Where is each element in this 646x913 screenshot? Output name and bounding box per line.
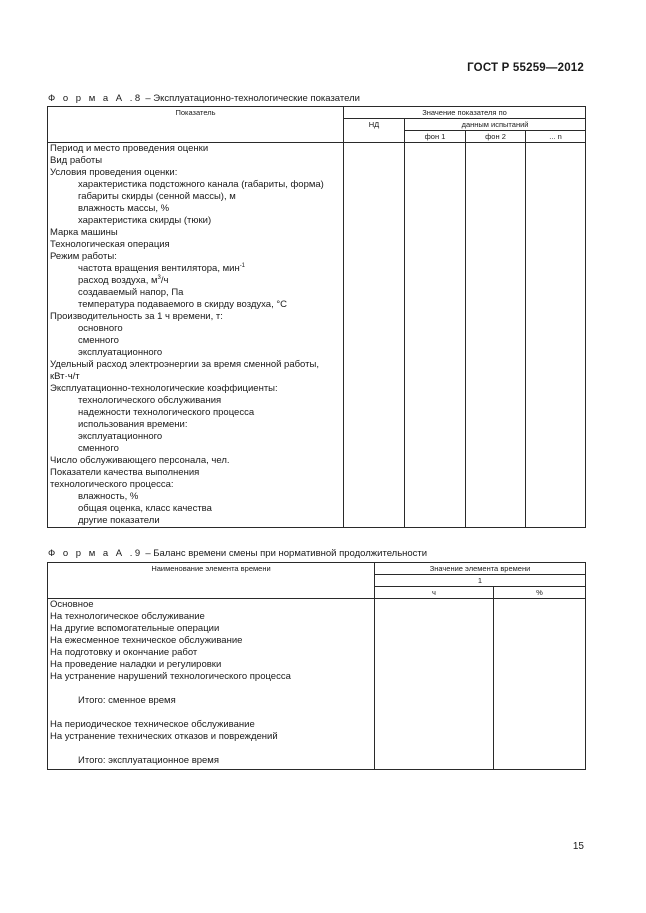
- row-text: Технологическая операция: [50, 239, 170, 250]
- form-a9-label: Ф о р м а А .9: [48, 548, 143, 559]
- row-text: сменного: [78, 335, 119, 346]
- row-text-part: частота вращения вентилятора, мин: [78, 263, 240, 274]
- row-text-part: расход воздуха, м: [78, 275, 158, 286]
- row-text: [48, 275, 343, 287]
- row-text: габариты скирды (сенной массы), м: [78, 191, 236, 202]
- row-text: другие показатели: [78, 515, 160, 526]
- percent-value-cell[interactable]: [494, 599, 586, 770]
- row-text-part: /ч: [160, 275, 169, 286]
- header-value-by: Значение показателя по: [344, 107, 586, 119]
- background-1-value-cell[interactable]: [405, 143, 466, 528]
- row-text: Марка машины: [50, 227, 118, 238]
- header-indicator: Показатель: [48, 107, 344, 143]
- background-n-value-cell[interactable]: [526, 143, 586, 528]
- row-text: На подготовку и окончание работ: [50, 647, 198, 658]
- blank-line: [48, 707, 374, 719]
- row-text: общая оценка, класс качества: [78, 503, 212, 514]
- row-text: кВт·ч/т: [50, 371, 80, 382]
- row-text: сменного: [78, 443, 119, 454]
- form-a9-title: – Баланс времени смены при нормативной продолжительности: [142, 548, 428, 559]
- row-text: На устранение технических отказов и повреждений: [50, 731, 278, 742]
- row-text: использования времени:: [78, 419, 188, 430]
- row-text: Итого: сменное время: [78, 695, 176, 706]
- row-text: Число обслуживающего персонала, чел.: [50, 455, 230, 466]
- header-test-data: данным испытаний: [405, 119, 586, 131]
- row-text: надежности технологического процесса: [78, 407, 255, 418]
- blank-line: [48, 743, 374, 755]
- header-element-value: Значение элемента времени: [375, 563, 586, 575]
- nd-value-cell[interactable]: [344, 143, 405, 528]
- row-text: характеристика скирды (тюки): [78, 215, 212, 226]
- hours-value-cell[interactable]: [375, 599, 494, 770]
- form-a8-caption: [48, 93, 360, 104]
- row-text: основного: [78, 323, 123, 334]
- form-a9-table: [47, 562, 586, 770]
- row-text: На ежесменное техническое обслуживание: [50, 635, 243, 646]
- row-text: создаваемый напор, Па: [78, 287, 184, 298]
- row-text: влажность массы, %: [78, 203, 170, 214]
- row-text: влажность, %: [78, 491, 139, 502]
- row-text: Период и место проведения оценки: [50, 143, 209, 154]
- row-text: На технологическое обслуживание: [50, 611, 205, 622]
- page-number: 15: [572, 841, 584, 852]
- header-percent: %: [494, 587, 586, 599]
- header-one: 1: [375, 575, 586, 587]
- row-text: На другие вспомогательные операции: [50, 623, 220, 634]
- header-background-1: фон 1: [405, 131, 466, 143]
- header-element-name: Наименование элемента времени: [48, 563, 375, 599]
- row-text: Эксплуатационно-технологические коэффициенты:: [50, 383, 278, 394]
- row-text: температура подаваемого в скирду воздуха, °С: [78, 299, 288, 310]
- form-a8-title: – Эксплуатационно-технологические показатели: [142, 93, 360, 104]
- row-text: На проведение наладки и регулировки: [50, 659, 222, 670]
- blank-line: [48, 683, 374, 695]
- row-text: Итого: эксплуатационное время: [78, 755, 219, 766]
- form-a8-label: Ф о р м а А .8: [48, 93, 143, 104]
- row-text: эксплуатационного: [78, 347, 163, 358]
- row-text: Показатели качества выполнения: [50, 467, 200, 478]
- row-text: Вид работы: [50, 155, 103, 166]
- form-a8-indicator-list: [48, 143, 344, 528]
- form-a8-table: [47, 106, 586, 528]
- row-text: технологического процесса:: [50, 479, 174, 490]
- row-text: Основное: [50, 599, 94, 610]
- row-text: На устранение нарушений технологического процесса: [50, 671, 291, 682]
- row-text: эксплуатационного: [78, 431, 163, 442]
- row-text: Режим работы:: [50, 251, 117, 262]
- document-number: ГОСТ Р 55259—2012: [467, 62, 584, 74]
- row-text: [48, 263, 343, 275]
- form-a9-element-list: [48, 599, 375, 770]
- row-text: Производительность за 1 ч времени, т:: [50, 311, 223, 322]
- row-text: Условия проведения оценки:: [50, 167, 178, 178]
- superscript: 3: [157, 275, 161, 281]
- row-text: характеристика подстожного канала (габариты, форма): [78, 179, 324, 190]
- header-background-2: фон 2: [466, 131, 526, 143]
- row-text: На периодическое техническое обслуживание: [50, 719, 255, 730]
- superscript: -1: [239, 263, 246, 269]
- form-a9-caption: [48, 548, 427, 559]
- background-2-value-cell[interactable]: [466, 143, 526, 528]
- header-nd: НД: [344, 119, 405, 143]
- header-hours: ч: [375, 587, 494, 599]
- row-text: Удельный расход электроэнергии за время сменной работы,: [50, 359, 319, 370]
- header-background-n: ... n: [526, 131, 586, 143]
- row-text: технологического обслуживания: [78, 395, 222, 406]
